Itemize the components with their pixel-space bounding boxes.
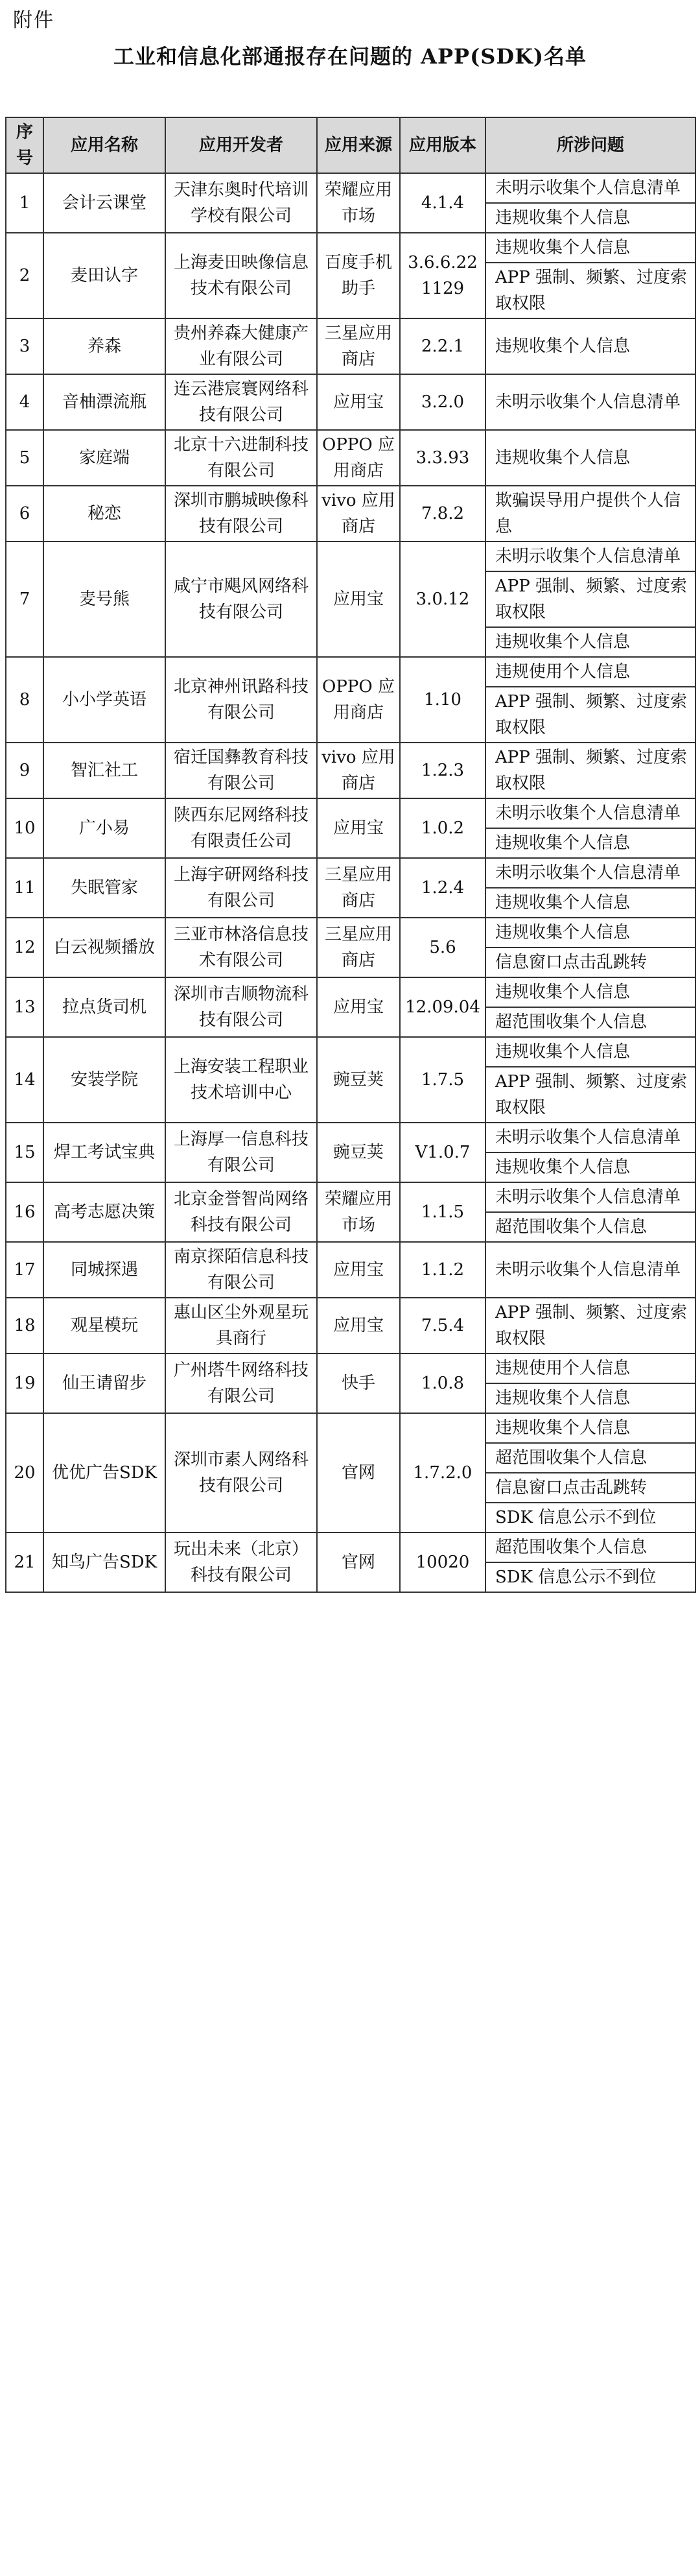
- table-row: [6, 918, 695, 948]
- issue-cell: SDK 信息公示不到位: [485, 1562, 695, 1592]
- app-developer: 上海厚一信息科技有限公司: [165, 1123, 317, 1182]
- app-developer: 深圳市吉顺物流科技有限公司: [165, 977, 317, 1037]
- issue-cell: 违规收集个人信息: [485, 977, 695, 1007]
- row-number: 3: [6, 318, 43, 374]
- app-name: 小小学英语: [43, 657, 165, 743]
- app-source: 豌豆荚: [317, 1037, 400, 1123]
- table-header-row: [6, 117, 695, 173]
- issue-cell: 违规收集个人信息: [485, 318, 695, 374]
- app-name: 观星模玩: [43, 1298, 165, 1354]
- row-number: 10: [6, 798, 43, 858]
- app-source: 应用宝: [317, 798, 400, 858]
- issue-cell: 超范围收集个人信息: [485, 1443, 695, 1473]
- app-name: 麦田认字: [43, 233, 165, 318]
- issue-cell: SDK 信息公示不到位: [485, 1503, 695, 1532]
- app-version: 1.0.8: [400, 1354, 485, 1413]
- header-version: 应用版本: [400, 117, 485, 173]
- issue-cell: 欺骗误导用户提供个人信息: [485, 486, 695, 542]
- table-row: [6, 233, 695, 263]
- row-number: 14: [6, 1037, 43, 1123]
- app-name: 养森: [43, 318, 165, 374]
- issue-cell: APP 强制、频繁、过度索取权限: [485, 743, 695, 798]
- app-name: 智汇社工: [43, 743, 165, 798]
- issue-cell: APP 强制、频繁、过度索取权限: [485, 571, 695, 627]
- app-developer: 北京金誉智尚网络科技有限公司: [165, 1182, 317, 1242]
- app-name: 会计云课堂: [43, 173, 165, 233]
- issue-cell: 未明示收集个人信息清单: [485, 798, 695, 828]
- app-developer: 上海麦田映像信息技术有限公司: [165, 233, 317, 318]
- table-row: [6, 798, 695, 828]
- app-version: 4.1.4: [400, 173, 485, 233]
- app-version: 1.1.2: [400, 1242, 485, 1298]
- issue-cell: 未明示收集个人信息清单: [485, 1123, 695, 1152]
- table-row: [6, 743, 695, 798]
- row-number: 19: [6, 1354, 43, 1413]
- app-version: 3.2.0: [400, 374, 485, 430]
- issue-cell: 未明示收集个人信息清单: [485, 542, 695, 571]
- app-version: 1.1.5: [400, 1182, 485, 1242]
- app-version: 7.8.2: [400, 486, 485, 542]
- app-source: vivo 应用商店: [317, 486, 400, 542]
- app-version: 5.6: [400, 918, 485, 977]
- app-developer: 三亚市林洛信息技术有限公司: [165, 918, 317, 977]
- app-developer: 南京探陌信息科技有限公司: [165, 1242, 317, 1298]
- app-name: 失眠管家: [43, 858, 165, 918]
- issue-cell: 违规收集个人信息: [485, 1152, 695, 1182]
- app-developer: 上海宇研网络科技有限公司: [165, 858, 317, 918]
- app-source: 应用宝: [317, 1242, 400, 1298]
- issue-cell: 违规收集个人信息: [485, 918, 695, 948]
- app-name: 麦号熊: [43, 542, 165, 657]
- table-row: [6, 977, 695, 1007]
- issue-cell: 未明示收集个人信息清单: [485, 1242, 695, 1298]
- app-source: 三星应用商店: [317, 858, 400, 918]
- app-source: 应用宝: [317, 542, 400, 657]
- app-list-table: [5, 117, 696, 1593]
- row-number: 21: [6, 1532, 43, 1592]
- app-version: 7.5.4: [400, 1298, 485, 1354]
- issue-cell: 未明示收集个人信息清单: [485, 1182, 695, 1212]
- issue-cell: 违规收集个人信息: [485, 627, 695, 657]
- app-version: 1.10: [400, 657, 485, 743]
- app-developer: 上海安装工程职业技术培训中心: [165, 1037, 317, 1123]
- app-source: OPPO 应用商店: [317, 430, 400, 486]
- app-version: 1.0.2: [400, 798, 485, 858]
- issue-cell: 违规使用个人信息: [485, 1354, 695, 1383]
- issue-cell: 违规收集个人信息: [485, 203, 695, 233]
- row-number: 7: [6, 542, 43, 657]
- issue-cell: 信息窗口点击乱跳转: [485, 1473, 695, 1503]
- header-app-name: 应用名称: [43, 117, 165, 173]
- row-number: 18: [6, 1298, 43, 1354]
- app-name: 仙王请留步: [43, 1354, 165, 1413]
- table-row: [6, 173, 695, 203]
- table-row: [6, 486, 695, 542]
- issue-cell: 信息窗口点击乱跳转: [485, 948, 695, 977]
- row-number: 9: [6, 743, 43, 798]
- header-source: 应用来源: [317, 117, 400, 173]
- table-row: [6, 1037, 695, 1067]
- app-developer: 连云港宸寰网络科技有限公司: [165, 374, 317, 430]
- issue-cell: 违规收集个人信息: [485, 430, 695, 486]
- app-developer: 深圳市鹏城映像科技有限公司: [165, 486, 317, 542]
- issue-cell: 违规收集个人信息: [485, 1383, 695, 1413]
- issue-cell: 违规收集个人信息: [485, 1413, 695, 1443]
- app-source: OPPO 应用商店: [317, 657, 400, 743]
- row-number: 17: [6, 1242, 43, 1298]
- table-row: [6, 1298, 695, 1354]
- app-version: 2.2.1: [400, 318, 485, 374]
- app-name: 白云视频播放: [43, 918, 165, 977]
- document-title: 工业和信息化部通报存在问题的 APP(SDK)名单: [113, 44, 587, 69]
- app-name: 秘恋: [43, 486, 165, 542]
- issue-cell: APP 强制、频繁、过度索取权限: [485, 687, 695, 743]
- app-version: V1.0.7: [400, 1123, 485, 1182]
- table-row: [6, 1182, 695, 1212]
- app-developer: 广州塔牛网络科技有限公司: [165, 1354, 317, 1413]
- app-version: 12.09.04: [400, 977, 485, 1037]
- app-source: 官网: [317, 1413, 400, 1532]
- attachment-label: 附件: [13, 9, 54, 32]
- header-developer: 应用开发者: [165, 117, 317, 173]
- app-name: 同城探遇: [43, 1242, 165, 1298]
- issue-cell: APP 强制、频繁、过度索取权限: [485, 1298, 695, 1354]
- app-source: 三星应用商店: [317, 918, 400, 977]
- issue-cell: APP 强制、频繁、过度索取权限: [485, 1067, 695, 1123]
- app-version: 1.7.2.0: [400, 1413, 485, 1532]
- app-developer: 贵州养森大健康产业有限公司: [165, 318, 317, 374]
- app-developer: 惠山区尘外观星玩具商行: [165, 1298, 317, 1354]
- app-version: 1.2.3: [400, 743, 485, 798]
- app-source: 百度手机助手: [317, 233, 400, 318]
- row-number: 16: [6, 1182, 43, 1242]
- issue-cell: 未明示收集个人信息清单: [485, 374, 695, 430]
- row-number: 1: [6, 173, 43, 233]
- table-row: [6, 657, 695, 687]
- app-name: 高考志愿决策: [43, 1182, 165, 1242]
- app-version: 1.7.5: [400, 1037, 485, 1123]
- table-row: [6, 542, 695, 571]
- app-developer: 深圳市素人网络科技有限公司: [165, 1413, 317, 1532]
- app-name: 家庭端: [43, 430, 165, 486]
- issue-cell: 超范围收集个人信息: [485, 1532, 695, 1562]
- app-source: 荣耀应用市场: [317, 1182, 400, 1242]
- issue-cell: 违规收集个人信息: [485, 828, 695, 858]
- row-number: 20: [6, 1413, 43, 1532]
- table-row: [6, 1123, 695, 1152]
- app-developer: 北京十六进制科技有限公司: [165, 430, 317, 486]
- issue-cell: APP 强制、频繁、过度索取权限: [485, 263, 695, 318]
- app-name: 广小易: [43, 798, 165, 858]
- issue-cell: 违规收集个人信息: [485, 1037, 695, 1067]
- app-name: 拉点货司机: [43, 977, 165, 1037]
- app-source: 三星应用商店: [317, 318, 400, 374]
- row-number: 6: [6, 486, 43, 542]
- app-version: 3.6.6.221129: [400, 233, 485, 318]
- table-row: [6, 374, 695, 430]
- app-developer: 咸宁市飓风网络科技有限公司: [165, 542, 317, 657]
- row-number: 2: [6, 233, 43, 318]
- row-number: 12: [6, 918, 43, 977]
- table-row: [6, 1354, 695, 1383]
- issue-cell: 违规使用个人信息: [485, 657, 695, 687]
- header-issues: 所涉问题: [485, 117, 695, 173]
- table-row: [6, 1532, 695, 1562]
- issue-cell: 超范围收集个人信息: [485, 1212, 695, 1242]
- app-name: 音柚漂流瓶: [43, 374, 165, 430]
- app-developer: 玩出未来（北京）科技有限公司: [165, 1532, 317, 1592]
- app-version: 3.3.93: [400, 430, 485, 486]
- table-row: [6, 1413, 695, 1443]
- app-version: 3.0.12: [400, 542, 485, 657]
- app-source: 应用宝: [317, 374, 400, 430]
- row-number: 15: [6, 1123, 43, 1182]
- app-name: 知鸟广告SDK: [43, 1532, 165, 1592]
- row-number: 8: [6, 657, 43, 743]
- table-row: [6, 1242, 695, 1298]
- issue-cell: 违规收集个人信息: [485, 233, 695, 263]
- app-source: 豌豆荚: [317, 1123, 400, 1182]
- issue-cell: 违规收集个人信息: [485, 888, 695, 918]
- app-name: 优优广告SDK: [43, 1413, 165, 1532]
- app-source: 官网: [317, 1532, 400, 1592]
- table-row: [6, 858, 695, 888]
- table-row: [6, 430, 695, 486]
- issue-cell: 未明示收集个人信息清单: [485, 173, 695, 203]
- app-developer: 天津东奥时代培训学校有限公司: [165, 173, 317, 233]
- app-source: 应用宝: [317, 1298, 400, 1354]
- row-number: 11: [6, 858, 43, 918]
- app-developer: 宿迁国彝教育科技有限公司: [165, 743, 317, 798]
- app-developer: 北京神州讯路科技有限公司: [165, 657, 317, 743]
- issue-cell: 未明示收集个人信息清单: [485, 858, 695, 888]
- app-name: 焊工考试宝典: [43, 1123, 165, 1182]
- issue-cell: 超范围收集个人信息: [485, 1007, 695, 1037]
- row-number: 5: [6, 430, 43, 486]
- app-source: 应用宝: [317, 977, 400, 1037]
- app-version: 1.2.4: [400, 858, 485, 918]
- row-number: 13: [6, 977, 43, 1037]
- app-developer: 陕西东尼网络科技有限责任公司: [165, 798, 317, 858]
- header-no: 序号: [6, 117, 43, 173]
- app-source: 荣耀应用市场: [317, 173, 400, 233]
- app-source: 快手: [317, 1354, 400, 1413]
- app-version: 10020: [400, 1532, 485, 1592]
- app-name: 安装学院: [43, 1037, 165, 1123]
- row-number: 4: [6, 374, 43, 430]
- table-row: [6, 318, 695, 374]
- table-body: [6, 173, 695, 1592]
- app-source: vivo 应用商店: [317, 743, 400, 798]
